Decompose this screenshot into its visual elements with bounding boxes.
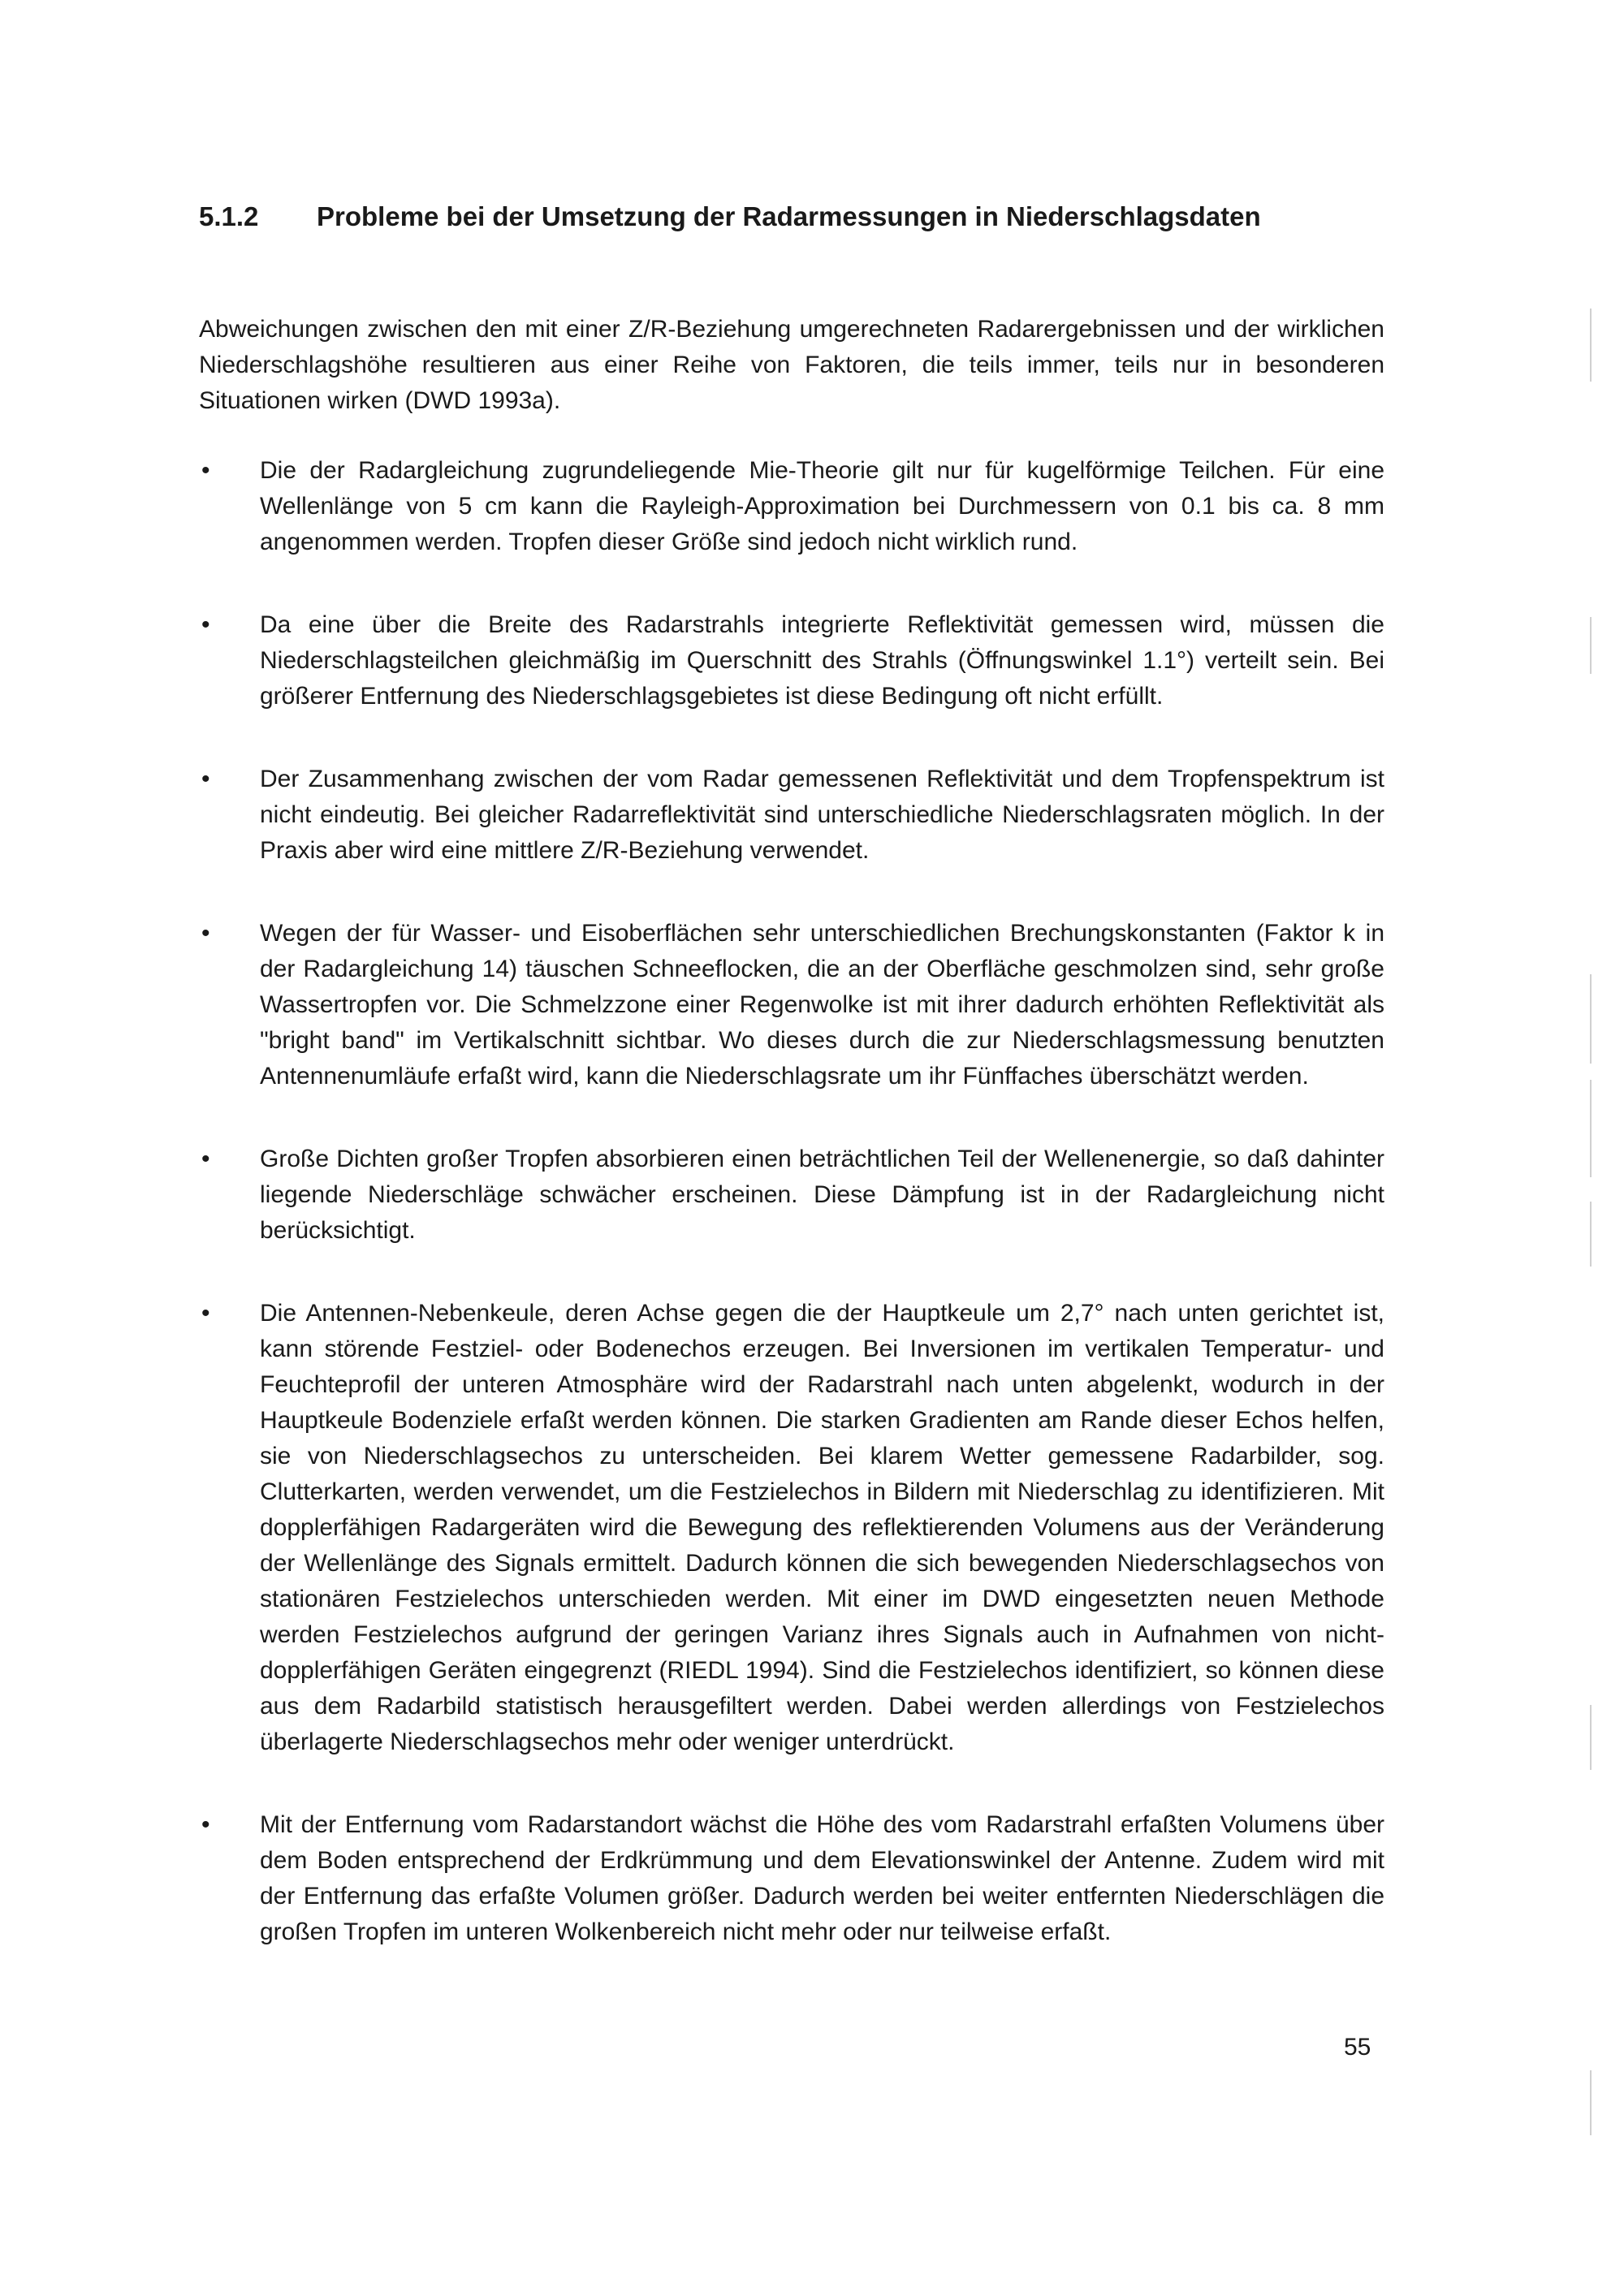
bullet-dot-icon: • [201,766,210,792]
scan-edge-mark [1590,1705,1592,1770]
bullet-text: Die der Radargleichung zugrundeliegende Mie-Theorie gilt nur für kugelförmige Teilchen. Für eine Wellenlänge von 5 cm kann die Rayleigh-Approximation bei Durchmessern von 0.1 bis ca. 8 mm angenommen werden. Tropfen dieser Größe sind jedoch nicht wirklich rund. [260,457,1384,555]
scan-edge-mark [1590,617,1592,674]
bullet-text: Wegen der für Wasser- und Eisoberflächen sehr unterschiedlichen Brechungskonstanten (Faktor k in der Radargleichung 14) täuschen Schneeflocken, die an der Oberfläche geschmolzen sind, sehr große Wassertropfen vor. Die Schmelzzone einer Regenwolke ist mit ihrer dadurch erhöhten Reflektivität als "bright band" im Vertikalschnitt sichtbar. Wo dieses durch die zur Niederschlagsmessung benutzten Antennenumläufe erfaßt wird, kann die Niederschlagsrate um ihr Fünffaches überschätzt werden. [260,920,1384,1090]
bullet-item-3 [199,762,1384,869]
bullet-text: Der Zusammenhang zwischen der vom Radar gemessenen Reflektivität und dem Tropfenspektrum ist nicht eindeutig. Bei gleicher Radarreflektivität sind unterschiedliche Niederschlagsraten möglich. In der Praxis aber wird eine mittlere Z/R-Beziehung verwendet. [260,766,1384,864]
section-number: 5.1.2 [199,201,259,231]
bullet-dot-icon: • [201,1146,210,1172]
bullet-item-1 [199,453,1384,560]
bullet-list [199,453,1384,1997]
intro-paragraph: Abweichungen zwischen den mit einer Z/R-Beziehung umgerechneten Radarergebnissen und der wirklichen Niederschlagshöhe resultieren aus einer Reihe von Faktoren, die teils immer, teils nur in besonderen Situationen wirken (DWD 1993a). [199,316,1384,414]
bullet-text: Da eine über die Breite des Radarstrahls integrierte Reflektivität gemessen wird, müssen die Niederschlagsteilchen gleichmäßig im Querschnitt des Strahls (Öffnungswinkel 1.1°) verteilt sein. Bei größerer Entfernung des Niederschlagsgebietes ist diese Bedingung oft nicht erfüllt. [260,611,1384,710]
scan-edge-mark [1590,1202,1592,1267]
section-heading [199,201,1433,232]
bullet-dot-icon: • [201,920,210,947]
bullet-item-5 [199,1142,1384,1249]
scan-edge-mark [1590,2070,1592,2135]
bullet-dot-icon: • [201,1811,210,1838]
scan-edge-mark [1590,309,1592,382]
bullet-dot-icon: • [201,611,210,638]
section-title: Probleme bei der Umsetzung der Radarmessungen in Niederschlagsdaten [317,201,1261,231]
bullet-item-4 [199,916,1384,1094]
bullet-item-2 [199,607,1384,714]
bullet-dot-icon: • [201,1300,210,1327]
page-number: 55 [1344,2034,1371,2061]
bullet-item-7 [199,1807,1384,1950]
bullet-text: Große Dichten großer Tropfen absorbieren einen beträchtlichen Teil der Wellenenergie, so daß dahinter liegende Niederschläge schwächer erscheinen. Diese Dämpfung ist in der Radargleichung nicht berücksichtigt. [260,1146,1384,1244]
bullet-dot-icon: • [201,457,210,484]
bullet-text: Mit der Entfernung vom Radarstandort wächst die Höhe des vom Radarstrahl erfaßten Volumens über dem Boden entsprechend der Erdkrümmung und dem Elevationswinkel der Antenne. Zudem wird mit der Entfernung das erfaßte Volumen größer. Dadurch werden bei weiter entfernten Niederschlägen die großen Tropfen im unteren Wolkenbereich nicht mehr oder nur teilweise erfaßt. [260,1811,1384,1945]
scan-edge-mark [1590,1080,1592,1177]
bullet-item-6 [199,1296,1384,1760]
scan-edge-mark [1590,974,1592,1064]
bullet-text: Die Antennen-Nebenkeule, deren Achse gegen die der Hauptkeule um 2,7° nach unten gerichtet ist, kann störende Festziel- oder Bodenechos erzeugen. Bei Inversionen im vertikalen Temperatur- und Feuchteprofil der unteren Atmosphäre wird der Radarstrahl nach unten abgelenkt, wodurch in der Hauptkeule Bodenziele erfaßt werden können. Die starken Gradienten am Rande dieser Echos helfen, sie von Niederschlagsechos zu unterscheiden. Bei klarem Wetter gemessene Radarbilder, sog. Clutterkarten, werden verwendet, um die Festzielechos in Bildern mit Niederschlag zu identifizieren. Mit dopplerfähigen Radargeräten wird die Bewegung des reflektierenden Volumens aus der Veränderung der Wellenlänge des Signals ermittelt. Dadurch können die sich bewegenden Niederschlagsechos von stationären Festzielechos unterschieden werden. Mit einer im DWD eingesetzten neuen Methode werden Festzielechos aufgrund der geringen Varianz ihres Signals auch in Aufnahmen von nicht-dopplerfähigen Geräten eingegrenzt (RIEDL 1994). Sind die Festzielechos identifiziert, so können diese aus dem Radarbild statistisch herausgefiltert werden. Dabei werden allerdings von Festzielechos überlagerte Niederschlagsechos mehr oder weniger unterdrückt. [260,1300,1384,1755]
